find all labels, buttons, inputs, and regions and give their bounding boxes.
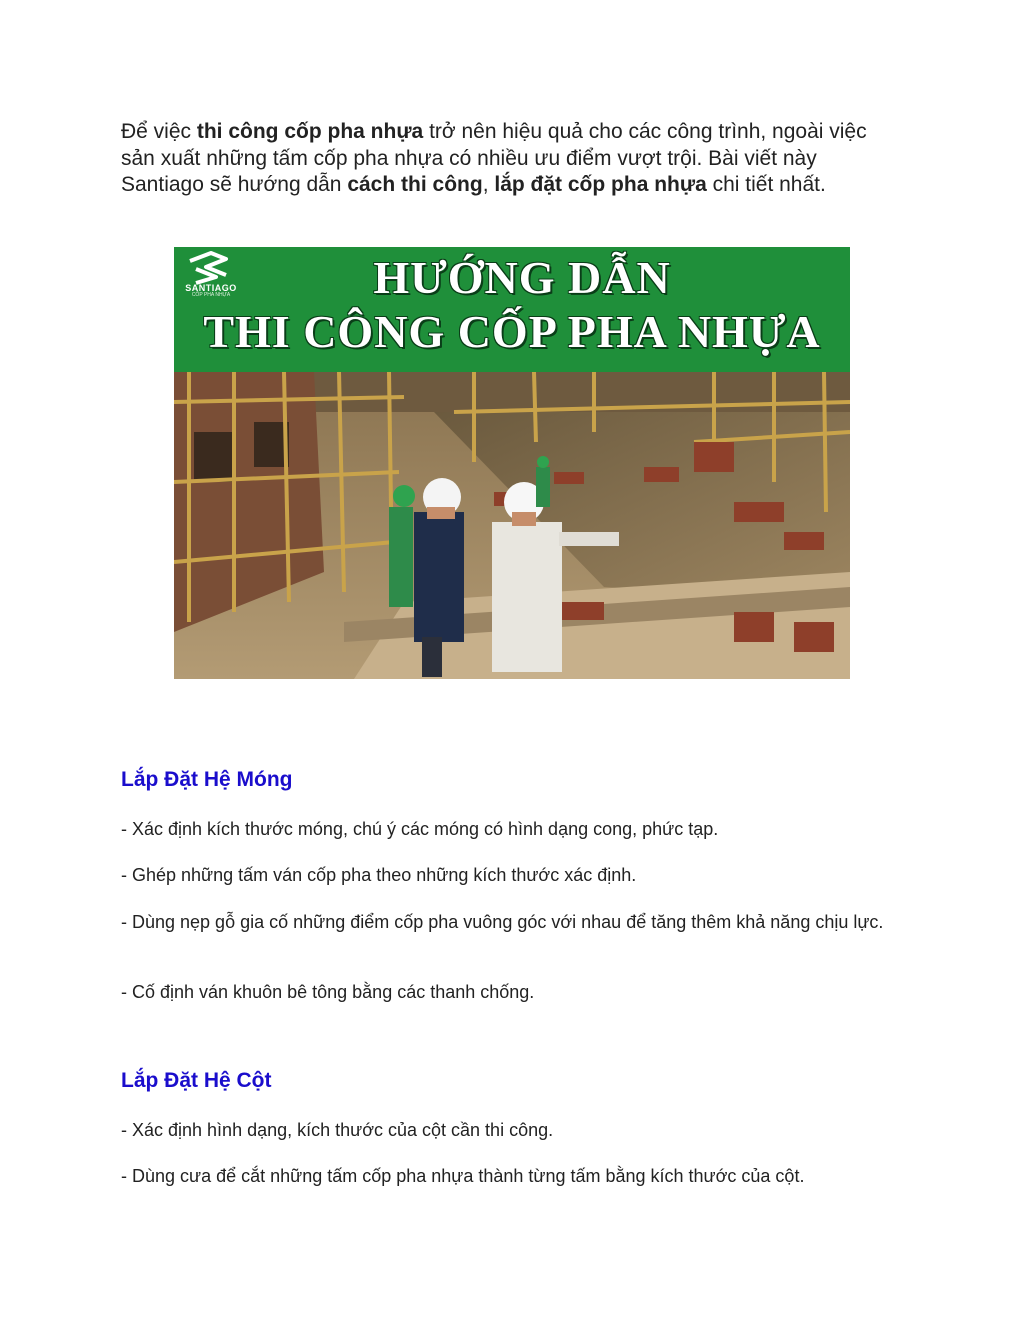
hero-banner — [174, 247, 850, 372]
intro-text-2: trở nên hiệu quả cho các công trình, ngoài việc sản xuất những tấm cốp pha nhựa có nhiều ưu điểm vượt trội. Bài viết này Santiago sẽ hướng dẫn — [121, 120, 867, 196]
banner-title-line-2: THI CÔNG CỐP PHA NHỰA — [203, 306, 821, 357]
hero-image — [174, 247, 850, 679]
construction-site-photo — [174, 372, 850, 679]
intro-bold-1: thi công cốp pha nhựa — [196, 120, 424, 143]
intro-text-1: Để việc — [121, 120, 197, 143]
section-heading-columns: Lắp Đặt Hệ Cột — [121, 1069, 272, 1092]
logo-tagline: CỐP PHA NHỰA — [191, 292, 231, 298]
section-paragraph: - Xác định hình dạng, kích thước của cột cần thi công. — [121, 1120, 554, 1140]
section-paragraph: - Dùng nẹp gỗ gia cố những điểm cốp pha vuông góc với nhau để tăng thêm khả năng chịu lực. — [121, 912, 884, 932]
intro-text-3: , — [482, 173, 495, 196]
logo-name: SANTIAGO — [185, 283, 237, 293]
intro-paragraph — [121, 119, 901, 199]
intro-text-4: chi tiết nhất. — [706, 173, 826, 196]
intro-bold-3: lắp đặt cốp pha nhựa — [494, 173, 707, 196]
section-heading-foundation: Lắp Đặt Hệ Móng — [121, 768, 293, 791]
intro-bold-2: cách thi công — [347, 173, 483, 196]
section-paragraph: - Dùng cưa để cắt những tấm cốp pha nhựa thành từng tấm bằng kích thước của cột. — [121, 1166, 805, 1186]
section-paragraph: - Ghép những tấm ván cốp pha theo những kích thước xác định. — [121, 865, 637, 885]
section-paragraph: - Xác định kích thước móng, chú ý các móng có hình dạng cong, phức tạp. — [121, 819, 719, 839]
section-paragraph: - Cố định ván khuôn bê tông bằng các thanh chống. — [121, 982, 535, 1002]
banner-title-line-1: HƯỚNG DẪN — [373, 252, 671, 303]
